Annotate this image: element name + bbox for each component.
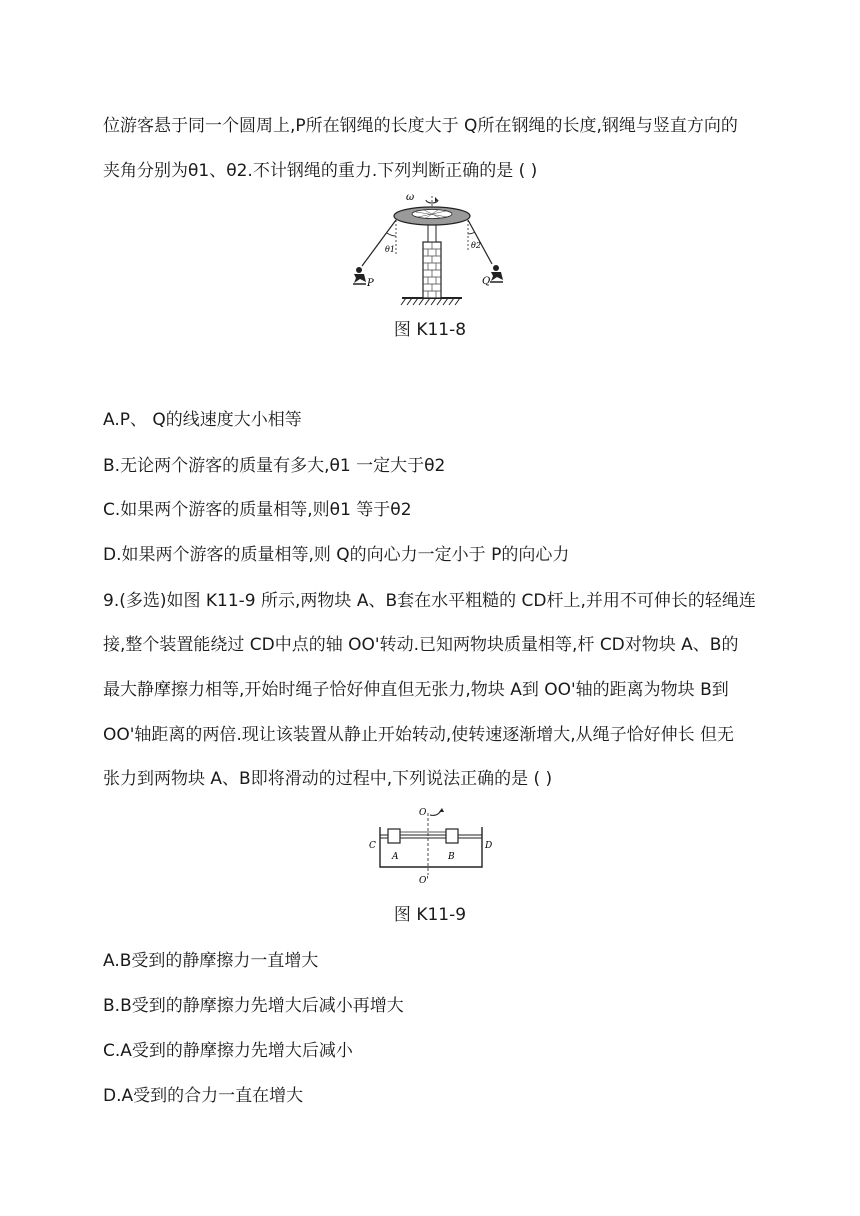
label-p: P [367,278,374,289]
label-a: A [392,852,399,862]
q8-stem-line-2: 夹角分别为θ1、θ2.不计钢绳的重力.下列判断正确的是 ( ) [103,161,538,181]
passenger-p-icon [353,267,366,284]
figure-k11-9-caption: 图 K11-9 [393,905,467,925]
q8-option-a: A.P、 Q的线速度大小相等 [103,410,302,430]
q8-stem-line-1: 位游客悬于同一个圆周上,P所在钢绳的长度大于 Q所在钢绳的长度,钢绳与竖直方向的 [103,116,738,136]
label-o-prime: O' [419,876,429,885]
label-o: O [419,808,427,818]
label-d: D [485,841,493,851]
figure-k11-8-caption: 图 K11-8 [393,320,467,340]
block-b [446,829,458,843]
label-c: C [369,841,376,851]
theta2-label: θ2 [471,241,481,250]
q8-option-c: C.如果两个游客的质量相等,则θ1 等于θ2 [103,500,412,520]
theta1-label: θ1 [385,245,395,254]
q9-option-a: A.B受到的静摩擦力一直增大 [103,951,319,971]
q8-option-b: B.无论两个游客的质量有多大,θ1 一定大于θ2 [103,456,446,476]
q9-option-b: B.B受到的静摩擦力先增大后减小再增大 [103,996,404,1016]
q9-stem-line-2: 接,整个装置能绕过 CD中点的轴 OO'转动.已知两物块质量相等,杆 CD对物块 A、B的 [103,635,739,655]
q9-stem-line-1: 9.(多选)如图 K11-9 所示,两物块 A、B套在水平粗糙的 CD杆上,并用不可伸长的轻绳连 [103,591,756,611]
q9-stem-line-5: 张力到两物块 A、B即将滑动的过程中,下列说法正确的是 ( ) [103,769,553,789]
rotation-arrow-icon [430,809,442,815]
block-a [388,829,400,843]
figure-k11-8 [340,190,520,310]
figure-k11-9 [366,803,496,885]
q9-stem-line-4: OO'轴距离的两倍.现让该装置从静止开始转动,使转速逐渐增大,从绳子恰好伸长 但无 [103,725,735,745]
q9-option-c: C.A受到的静摩擦力先增大后减小 [103,1041,353,1061]
q9-stem-line-3: 最大静摩擦力相等,开始时绳子恰好伸直但无张力,物块 A到 OO'轴的距离为物块 B到 [103,680,729,700]
label-b: B [448,852,455,862]
passenger-q-icon [490,265,503,282]
q8-option-d: D.如果两个游客的质量相等,则 Q的向心力一定小于 P的向心力 [103,545,570,565]
omega-label: ω [406,192,415,203]
label-q: Q [482,276,491,287]
q9-option-d: D.A受到的合力一直在增大 [103,1086,304,1106]
